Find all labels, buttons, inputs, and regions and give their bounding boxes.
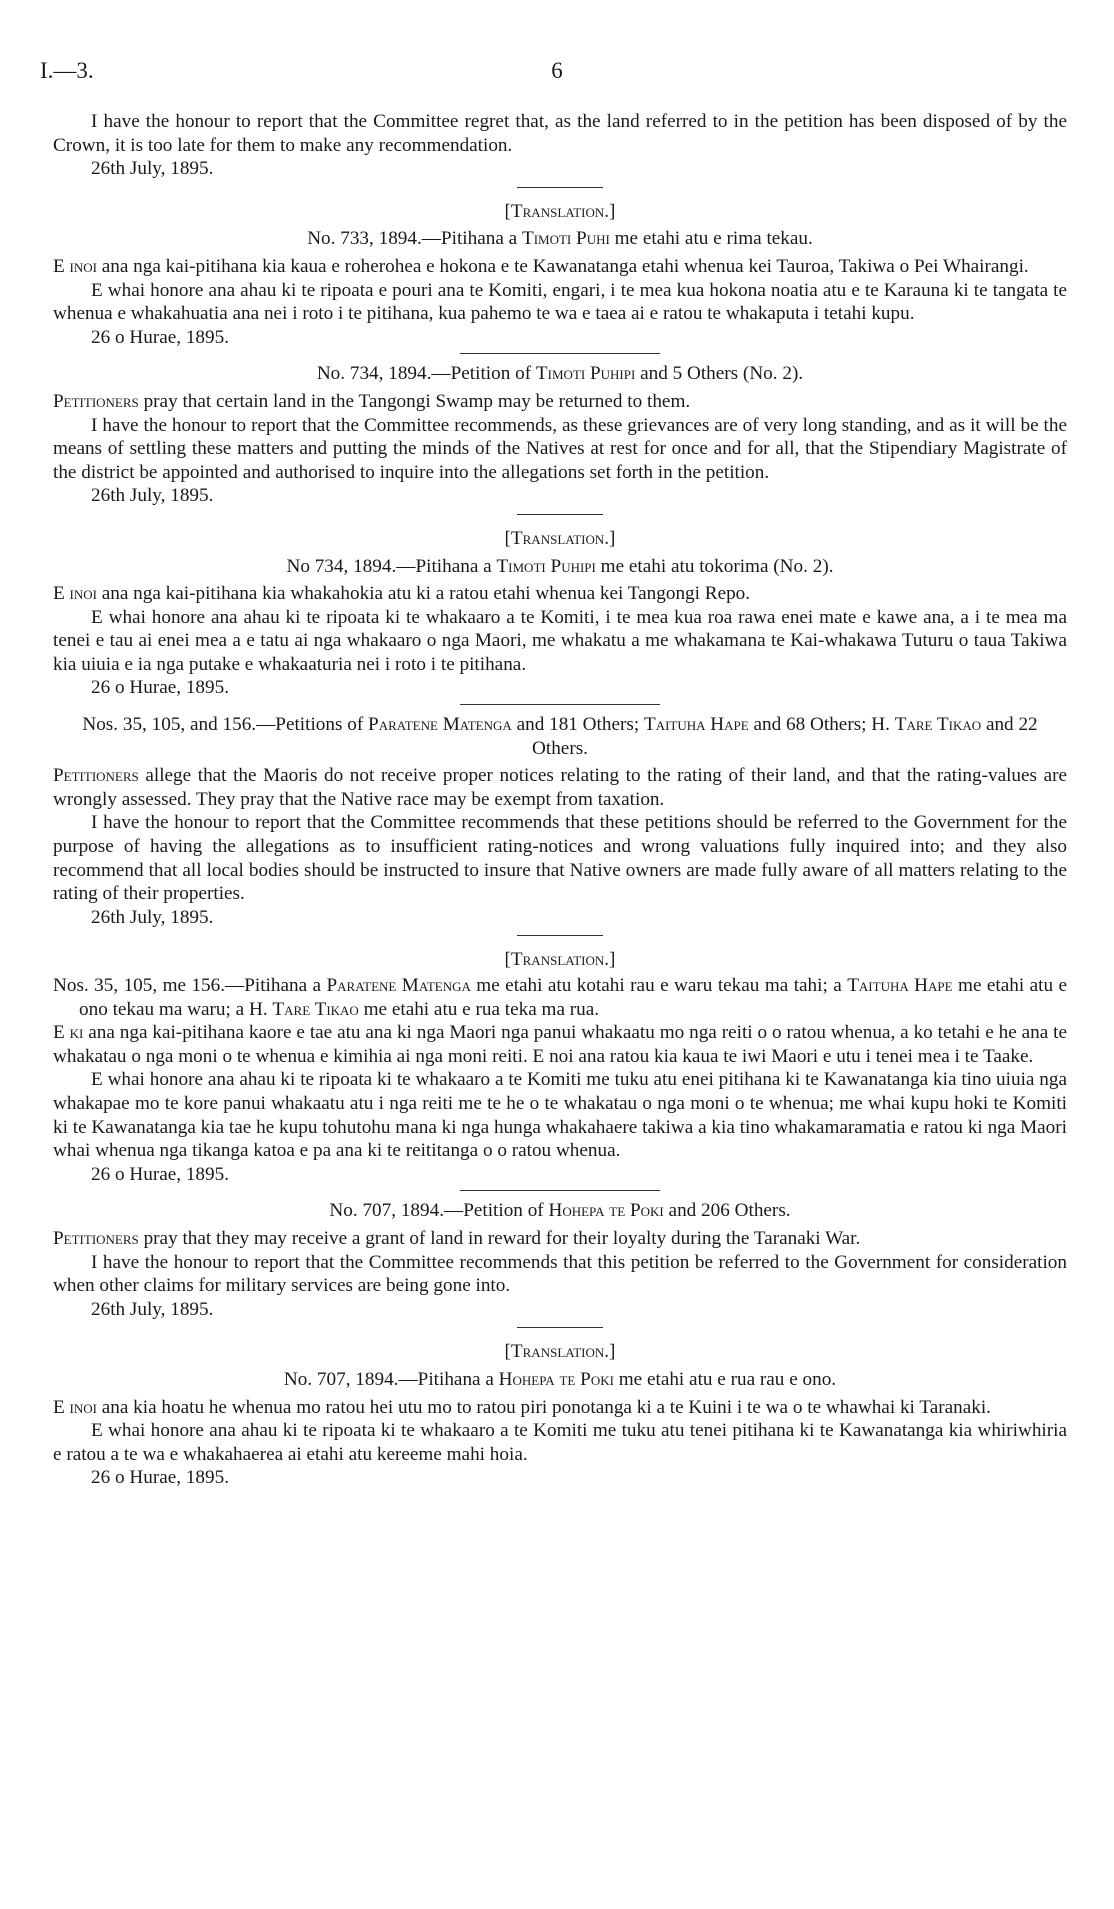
document-reference: I.—3. [40, 58, 94, 83]
petitioner-name: Timoti Puhipi [535, 363, 636, 385]
prayer-paragraph: Petitioners pray that they may receive a grant of land in reward for their loyalty during the Taranaki War. [53, 1227, 861, 1249]
report-date: 26th July, 1895. [91, 158, 214, 180]
report-date: 26th July, 1895. [91, 906, 214, 928]
petition-title: Nos. 35, 105, me 156.—Pitihana a Paratene Matenga me etahi atu kotahi rau e waru tekau ma tahi; a Taituha Hape me etahi atu e ono tekau ma waru; a H. Tare Tikao me etahi atu e rua teka ma rua. [53, 975, 1068, 1020]
section-divider [517, 187, 603, 188]
prayer-paragraph: E ki ana nga kai-pitihana kaore e tae atu ana ki nga Maori nga panui whakaatu mo nga reiti o o ratou whenua, a ko tetahi e he ana te whakatau o nga moni o te whenua e kimihia ai nga moni reiti. E noi ana ratou kia kaua te iwi Maori e utu i tenei mea i te Taake. [53, 1022, 1067, 1067]
report-date: 26 o Hurae, 1895. [91, 677, 230, 699]
report-date: 26th July, 1895. [91, 485, 214, 507]
petition-title: No. 733, 1894.—Pitihana a Timoti Puhi me etahi atu e rima tekau. [307, 228, 813, 250]
petitioner-name: Hohepa te Poki [548, 1200, 664, 1222]
petition-section [53, 1199, 1067, 1328]
petition-title: No. 734, 1894.—Petition of Timoti Puhipi and 5 Others (No. 2). [316, 363, 804, 385]
petition-title: No 734, 1894.—Pitihana a Timoti Puhipi me etahi atu tokorima (No. 2). [286, 555, 834, 577]
petitioner-name: Paratene Matenga [368, 714, 512, 736]
petition-section [53, 527, 1067, 705]
report-paragraph: E whai honore ana ahau ki te ripoata e pouri ana te Komiti, engari, i te mea kua hokona noatia atu e te Karauna ki te tangata te whenua e whakahuatia ana nei i roto i te pitihana, kua pahemo te wa e taea ai e ratou te whakaputa i tetahi kupu. [53, 279, 1067, 325]
section-divider [517, 514, 603, 515]
section-divider [460, 353, 660, 354]
petitioner-name: Hohepa te Poki [498, 1368, 614, 1390]
section-divider [517, 1327, 603, 1328]
report-paragraph: I have the honour to report that the Committee recommends that this petition be referred to the Government for consideration when other claims for military services are being gone into. [53, 1251, 1067, 1297]
report-paragraph: E whai honore ana ahau ki te ripoata ki te whakaaro a te Komiti me tuku atu tenei pitihana ki te Kawanatanga kia whiriwhiria e ratou a te wa e whakahaerea ai etahi atu kereeme mahi hoia. [53, 1420, 1067, 1465]
report-date: 26 o Hurae, 1895. [91, 1163, 230, 1185]
prayer-paragraph: E inoi ana nga kai-pitihana kia whakahokia atu ki a ratou etahi whenua kei Tangongi Repo. [53, 583, 751, 605]
page-number: 6 [551, 58, 563, 83]
report-paragraph: I have the honour to report that the Committee regret that, as the land referred to in the petition has been disposed of by the Crown, it is too late for them to make any recommendation. [53, 111, 1067, 156]
petition-section [53, 200, 1067, 355]
report-paragraph: I have the honour to report that the Committee recommends, as these grievances are of very long standing, and as it will be the means of settling these matters and putting the minds of the Natives at rest for once and for all, that the Stipendiary Magistrate of the district be appointed and authorised to inquire into the allegations set forth in the petition. [53, 414, 1067, 483]
petitioner-name: Tare Tikao [272, 998, 359, 1020]
petitioner-name: Timoti Puhipi [496, 555, 596, 577]
petitioner-name: Timoti Puhi [521, 228, 610, 250]
petition-section [53, 1340, 1067, 1490]
petition-title: No. 707, 1894.—Petition of Hohepa te Poki and 206 Others. [329, 1200, 791, 1222]
report-paragraph: E whai honore ana ahau ki te ripoata ki te whakaaro a te Komiti me tuku atu enei pitihana ki te Kawanatanga kia tino uiuia nga whakapae mo te kore panui whakaatu atu i nga reiti me te he o te whakatau o nga moni o te whenua; me whai kupu hoki te Komiti ki te Kawanatanga kia tae he kupu tohutohu mana ki nga hunga whakahaere takiwa a kia tino whakamaramatia e ratou ki nga Maori whai whenua nga tikanga katoa e pa ana ki te reititanga o o ratou whenua. [53, 1069, 1067, 1162]
prayer-paragraph: E inoi ana nga kai-pitihana kia kaua e roherohea e hokona e te Kawanatanga etahi whenua kei Tauroa, Takiwa o Pei Whairangi. [53, 255, 1029, 277]
translation-heading: [Translation.] [504, 527, 616, 549]
translation-heading: [Translation.] [504, 1341, 616, 1363]
prayer-paragraph: Petitioners allege that the Maoris do not receive proper notices relating to the rating of their land, and that the rating-values are wrongly assessed. They pray that the Native race may be exempt from taxation. [53, 765, 1067, 810]
document-body [53, 110, 1067, 1490]
petitioner-name: Paratene Matenga [326, 975, 471, 996]
prayer-paragraph: Petitioners pray that certain land in the Tangongi Swamp may be returned to them. [53, 390, 691, 412]
report-date: 26th July, 1895. [91, 1298, 214, 1320]
petition-section [53, 362, 1067, 515]
petitioner-name: Taituha Hape [643, 714, 749, 736]
section-divider [517, 935, 603, 936]
report-date: 26 o Hurae, 1895. [91, 1467, 230, 1489]
petition-title: Nos. 35, 105, and 156.—Petitions of Paratene Matenga and 181 Others; Taituha Hape and 68 Others; H. Tare Tikao and 22 Others. [82, 714, 1038, 759]
petition-title: No. 707, 1894.—Pitihana a Hohepa te Poki me etahi atu e rua rau e ono. [283, 1368, 837, 1390]
section-divider [460, 1190, 660, 1191]
prayer-paragraph: E inoi ana kia hoatu he whenua mo ratou hei utu mo to ratou piri ponotanga ki a te Kuini i te wa o te whawhai ki Taranaki. [53, 1396, 991, 1418]
petition-section [53, 948, 1067, 1191]
section-divider [460, 704, 660, 705]
translation-heading: [Translation.] [504, 200, 616, 222]
petitioner-name: Taituha Hape [847, 975, 953, 996]
petition-section [53, 713, 1067, 936]
report-paragraph: I have the honour to report that the Committee recommends that these petitions should be referred to the Government for the purpose of having the allegations as to insufficient rating-notices and wrong valuations fully inquired into; and they also recommend that all local bodies should be instructed to insure that Native owners are made fully aware of all matters relating to the rating of their properties. [53, 812, 1067, 905]
report-date: 26 o Hurae, 1895. [91, 326, 230, 348]
petitioner-name: Tare Tikao [894, 714, 982, 736]
petition-section [53, 110, 1067, 188]
report-paragraph: E whai honore ana ahau ki te ripoata ki te whakaaro a te Komiti, i te mea kua roa rawa enei mate e kawe ana, a i te mea ma tenei e tau ai enei mea a e tatu ai nga whakaaro o nga Maori, me whakatu a me whakamana te Kai-whakawa Tuturu o taua Takiwa kia uiuia e ia nga putake e whakaaturia nei i roto i te pitihana. [53, 606, 1067, 675]
translation-heading: [Translation.] [504, 949, 616, 971]
